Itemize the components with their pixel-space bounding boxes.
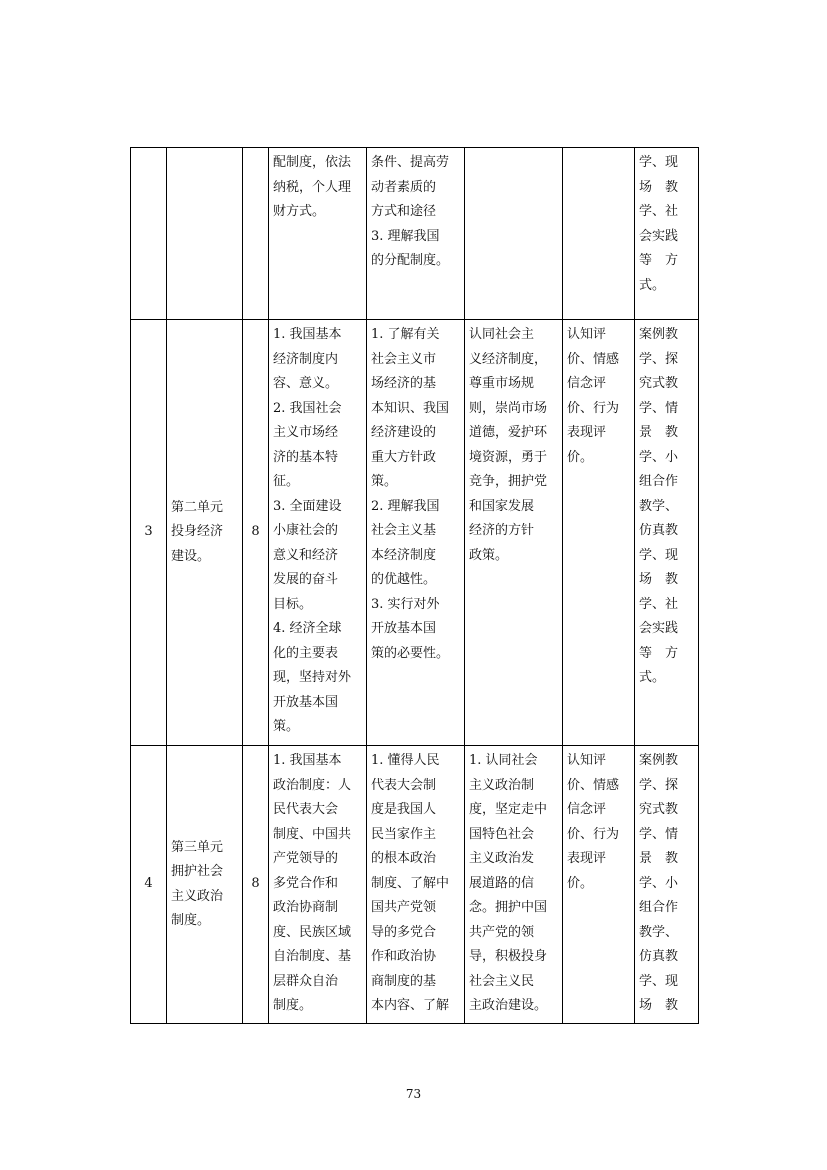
cell-text-line: 1. 我国基本 — [273, 753, 342, 768]
cell-text-line: 重大方针政 — [371, 449, 437, 465]
cell-text-line: 建设。 — [171, 548, 211, 564]
cell-text-line: 景 教 — [639, 851, 679, 866]
cell-text-line: 化的主要表 — [273, 645, 339, 661]
cell-text-line: 义经济制度， — [469, 351, 548, 367]
cell-text-line: 等 方 — [639, 645, 679, 661]
cell-text-line: 仿真教 — [639, 949, 679, 964]
table-body — [131, 148, 699, 1024]
cell-text-line: 商制度的基 — [371, 973, 437, 989]
cell-text-line: 共产党的领 — [469, 924, 535, 940]
cell-text-line: 组合作 — [639, 900, 679, 915]
cell-text-line: 策。 — [371, 474, 398, 489]
cell-text-line: 发展的奋斗 — [273, 572, 339, 587]
cell-text-line: 自治制度、基 — [273, 949, 352, 964]
cell-text-line: 学、情 — [639, 400, 679, 416]
cell-text-line: 小康社会的 — [273, 523, 339, 538]
cell-text-line: 念。拥护中国 — [469, 900, 548, 915]
cell-text-line: 主义政治制 — [469, 777, 535, 793]
cell-text-line: 财方式。 — [273, 204, 326, 219]
cell-text-line: 主义政治 — [171, 888, 224, 904]
cell-text-line: 制度、中国共 — [273, 826, 352, 842]
content-cell — [269, 320, 367, 746]
class-hours-cell: 8 — [243, 320, 269, 746]
cell-text-line: 征。 — [273, 474, 300, 489]
curriculum-table — [130, 147, 699, 1024]
cell-text-line: 价。 — [567, 875, 594, 891]
cell-text-line: 表现评 — [567, 425, 607, 440]
cell-text-line: 国共产党领 — [371, 900, 437, 915]
cell-text-line: 等 方 — [639, 253, 679, 268]
cell-text-line: 经济建设的 — [371, 425, 437, 440]
cell-text-line: 制度。 — [171, 913, 211, 928]
evaluation-cell — [563, 746, 635, 1024]
cell-text-line: 学、现 — [639, 973, 679, 989]
cell-text-line: 政治制度：人 — [273, 777, 352, 793]
cell-text-line: 则，崇尚市场 — [469, 400, 548, 416]
cell-text-line: 会实践 — [639, 228, 679, 244]
cell-text-line: 动者素质的 — [371, 179, 437, 195]
cell-text-line: 会实践 — [639, 621, 679, 636]
cell-text-line: 代表大会制 — [371, 777, 437, 793]
cell-text-line: 学、社 — [639, 596, 679, 612]
cell-text-line: 3. 实行对外 — [371, 596, 440, 612]
cell-text-line: 场 教 — [639, 998, 679, 1013]
cell-text-line: 政治协商制 — [273, 900, 339, 915]
cell-text-line: 政策。 — [469, 547, 509, 563]
page-number: 73 — [405, 1087, 422, 1101]
cell-text-line: 多党合作和 — [273, 875, 339, 891]
goals-cell — [367, 320, 465, 746]
cell-text-line: 导的多党合 — [371, 924, 437, 940]
cell-text-line: 的优越性。 — [371, 572, 437, 587]
cell-text-line: 1. 认同社会 — [469, 753, 538, 768]
table-row — [131, 320, 699, 746]
cell-text-line: 4. 经济全球 — [273, 621, 342, 636]
cell-text-line: 式。 — [639, 670, 666, 685]
goals-cell — [367, 746, 465, 1024]
cell-text-line: 纳税，个人理 — [273, 179, 352, 195]
cell-text-line: 价、情感 — [567, 777, 620, 793]
cell-text-line: 度，坚定走中 — [469, 802, 548, 817]
cell-text-line: 容、意义。 — [273, 376, 339, 391]
cell-text-line: 本经济制度 — [371, 547, 437, 563]
cell-text-line: 社会主义基 — [371, 523, 437, 538]
unit-name-cell — [167, 148, 243, 320]
cell-text-line: 经济制度内 — [273, 351, 339, 367]
cell-text-line: 竞争，拥护党 — [469, 474, 548, 489]
cell-text-line: 现，坚持对外 — [273, 670, 352, 685]
cell-text-line: 学、现 — [639, 547, 679, 563]
cell-text-line: 导，积极投身 — [469, 949, 548, 964]
cell-text-line: 作和政治协 — [371, 949, 437, 964]
row-number-cell: 3 — [131, 320, 167, 746]
cell-text-line: 开放基本国 — [273, 694, 339, 710]
cell-text-line: 学、现 — [639, 155, 679, 170]
cell-text-line: 究式教 — [639, 802, 679, 817]
emotion-cell — [465, 320, 563, 746]
cell-text-line: 2. 理解我国 — [371, 498, 440, 514]
emotion-cell — [465, 746, 563, 1024]
cell-text-line: 层群众自治 — [273, 973, 339, 989]
cell-text-line: 本知识、我国 — [371, 400, 450, 416]
cell-text-line: 1. 我国基本 — [273, 327, 342, 342]
cell-text-line: 道德，爱护环 — [469, 425, 548, 440]
cell-text-line: 价、情感 — [567, 351, 620, 367]
cell-text-line: 境资源，勇于 — [469, 449, 548, 465]
cell-text-line: 产党领导的 — [273, 851, 339, 866]
cell-text-line: 主义市场经 — [273, 425, 339, 440]
cell-text-line: 尊重市场规 — [469, 376, 535, 391]
row-number-cell: 4 — [131, 746, 167, 1024]
cell-text-line: 的分配制度。 — [371, 253, 450, 268]
cell-text-line: 2. 我国社会 — [273, 400, 342, 416]
cell-text-line: 案例教 — [639, 327, 679, 342]
cell-text-line: 主政治建设。 — [469, 998, 548, 1013]
method-cell — [635, 148, 699, 320]
cell-text-line: 1. 懂得人民 — [371, 753, 440, 768]
cell-text-line: 本内容、了解 — [371, 998, 450, 1013]
method-cell — [635, 746, 699, 1024]
cell-text-line: 价、行为 — [567, 826, 620, 842]
cell-text-line: 方式和途径 — [371, 204, 437, 219]
row-number-cell — [131, 148, 167, 320]
cell-text-line: 学、小 — [639, 875, 679, 891]
cell-text-line: 策。 — [273, 719, 300, 734]
cell-text-line: 社会主义民 — [469, 973, 535, 989]
cell-text-line: 案例教 — [639, 753, 679, 768]
cell-text-line: 民代表大会 — [273, 802, 339, 817]
table-row — [131, 746, 699, 1024]
cell-text-line: 配制度，依法 — [273, 155, 352, 170]
cell-text-line: 究式教 — [639, 376, 679, 391]
cell-text-line: 3. 理解我国 — [371, 228, 440, 244]
cell-text-line: 第二单元 — [171, 499, 224, 515]
cell-text-line: 学、探 — [639, 351, 679, 367]
cell-text-line: 3. 全面建设 — [273, 498, 342, 514]
cell-text-line: 和国家发展 — [469, 498, 535, 514]
cell-text-line: 认知评 — [567, 753, 607, 768]
cell-text-line: 学、社 — [639, 204, 679, 219]
cell-text-line: 教学、 — [639, 498, 679, 514]
cell-text-line: 投身经济 — [171, 524, 224, 540]
cell-text-line: 表现评 — [567, 851, 607, 866]
unit-name-cell — [167, 746, 243, 1024]
goals-cell — [367, 148, 465, 320]
cell-text-line: 度、民族区域 — [273, 924, 352, 940]
cell-text-line: 组合作 — [639, 474, 679, 489]
cell-text-line: 济的基本特 — [273, 449, 339, 465]
cell-text-line: 民当家作主 — [371, 826, 437, 842]
cell-text-line: 拥护社会 — [171, 864, 224, 879]
cell-text-line: 价、行为 — [567, 400, 620, 416]
cell-text-line: 学、探 — [639, 777, 679, 793]
content-cell — [269, 746, 367, 1024]
cell-text-line: 度是我国人 — [371, 802, 437, 817]
method-cell — [635, 320, 699, 746]
cell-text-line: 价。 — [567, 449, 594, 465]
cell-text-line: 信念评 — [567, 802, 607, 817]
evaluation-cell — [563, 148, 635, 320]
cell-text-line: 目标。 — [273, 596, 313, 612]
cell-text-line: 展道路的信 — [469, 875, 535, 891]
cell-text-line: 国特色社会 — [469, 826, 535, 842]
class-hours-cell — [243, 148, 269, 320]
cell-text-line: 社会主义市 — [371, 351, 437, 367]
cell-text-line: 的根本政治 — [371, 851, 437, 866]
cell-text-line: 场 教 — [639, 572, 679, 587]
cell-text-line: 第三单元 — [171, 839, 224, 855]
cell-text-line: 认同社会主 — [469, 327, 535, 342]
cell-text-line: 信念评 — [567, 376, 607, 391]
cell-text-line: 景 教 — [639, 425, 679, 440]
cell-text-line: 仿真教 — [639, 523, 679, 538]
cell-text-line: 1. 了解有关 — [371, 327, 440, 342]
cell-text-line: 经济的方针 — [469, 523, 535, 538]
cell-text-line: 制度。 — [273, 998, 313, 1013]
cell-text-line: 教学、 — [639, 924, 679, 940]
cell-text-line: 意义和经济 — [273, 547, 339, 563]
cell-text-line: 开放基本国 — [371, 621, 437, 636]
cell-text-line: 场经济的基 — [371, 376, 437, 391]
cell-text-line: 学、小 — [639, 449, 679, 465]
cell-text-line: 认知评 — [567, 327, 607, 342]
table-row — [131, 148, 699, 320]
cell-text-line: 式。 — [639, 277, 666, 293]
cell-text-line: 主义政治发 — [469, 851, 535, 866]
class-hours-cell: 8 — [243, 746, 269, 1024]
cell-text-line: 条件、提高劳 — [371, 155, 450, 170]
unit-name-cell — [167, 320, 243, 746]
evaluation-cell — [563, 320, 635, 746]
cell-text-line: 场 教 — [639, 179, 679, 195]
cell-text-line: 制度、了解中 — [371, 875, 450, 891]
cell-text-line: 策的必要性。 — [371, 645, 450, 661]
cell-text-line: 学、情 — [639, 826, 679, 842]
emotion-cell — [465, 148, 563, 320]
content-cell — [269, 148, 367, 320]
